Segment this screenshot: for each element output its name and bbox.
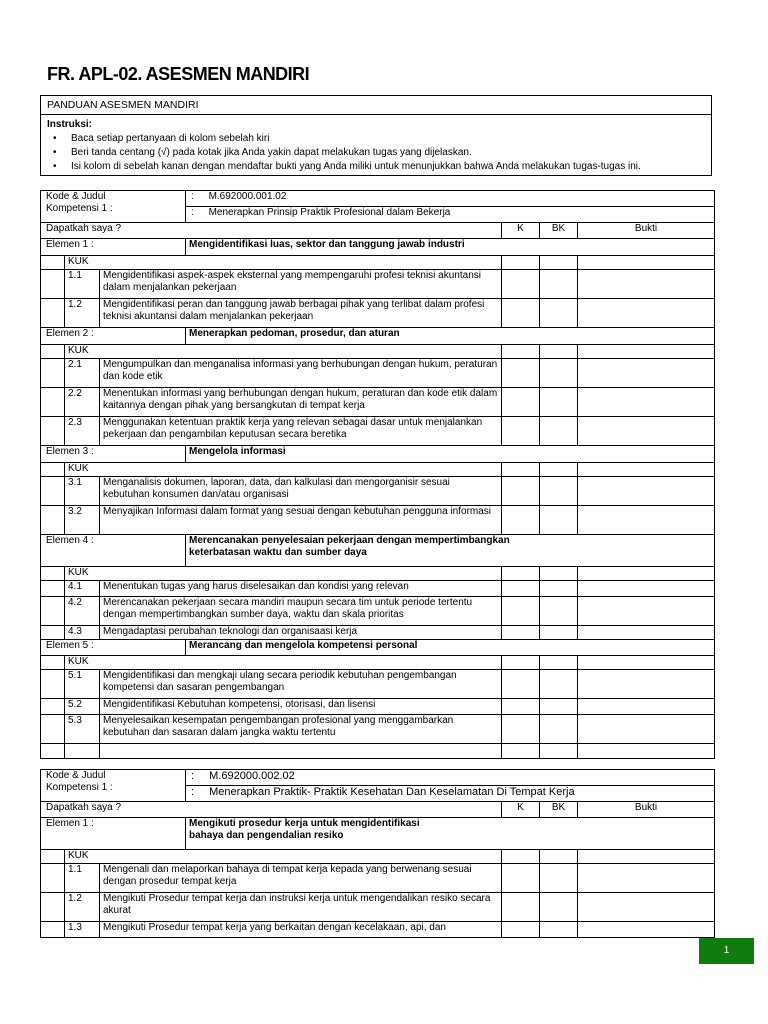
kuk-text: Menggunakan ketentuan praktik kerja yang relevan sebagai dasar untuk menjalankan pekerjaan dan pengambilan keputusan secara beretika	[100, 417, 502, 446]
bk-checkbox[interactable]	[540, 567, 578, 581]
element-label: Elemen 1 :	[41, 239, 186, 256]
kuk-row	[41, 417, 715, 446]
element-label: Elemen 3 :	[41, 446, 186, 463]
k-checkbox[interactable]	[502, 388, 540, 417]
element-title: Mengelola informasi	[186, 446, 715, 463]
bukti-field[interactable]	[578, 893, 715, 922]
colon: :	[191, 770, 195, 782]
empty-cell	[41, 656, 65, 670]
kompetensi-label: Kompetensi 1 :	[46, 203, 113, 214]
empty-cell	[41, 345, 65, 359]
instruction-item: • Baca setiap pertanyaan di kolom sebelah kiri	[71, 132, 705, 146]
k-checkbox[interactable]	[502, 270, 540, 299]
bk-header: BK	[540, 802, 578, 818]
kuk-text: Menyelesaikan kesempatan pengembangan profesional yang menggambarkan kebutuhan dan sasaran dalam jangka waktu tertentu	[100, 715, 502, 744]
element-title: Merancang dan mengelola kompetensi personal	[186, 640, 715, 656]
guide-header: PANDUAN ASESMEN MANDIRI	[41, 96, 711, 115]
k-checkbox[interactable]	[502, 864, 540, 893]
k-checkbox[interactable]	[502, 299, 540, 328]
bukti-field[interactable]	[578, 270, 715, 299]
kuk-row	[41, 299, 715, 328]
unit-name: Menerapkan Praktik- Praktik Kesehatan Dan Keselamatan Di Tempat Kerja	[209, 786, 575, 798]
dapatkah-header: Dapatkah saya ?	[41, 802, 502, 818]
kuk-text: Mengadaptasi perubahan teknologi dan organisaasi kerja	[100, 626, 502, 640]
bk-checkbox[interactable]	[540, 850, 578, 864]
kuk-text: Menyajikan Informasi dalam format yang sesuai dengan kebutuhan pengguna informasi	[100, 506, 502, 535]
kuk-label: KUK	[65, 463, 502, 477]
element-title: Menerapkan pedoman, prosedur, dan aturan	[186, 328, 715, 345]
bukti-field[interactable]	[578, 670, 715, 699]
kuk-row	[41, 715, 715, 744]
bukti-field[interactable]	[578, 699, 715, 715]
unit-name-cell	[186, 786, 715, 802]
unit-code-cell	[186, 770, 715, 786]
kuk-num: 2.1	[65, 359, 100, 388]
kuk-num: 1.1	[65, 864, 100, 893]
k-checkbox[interactable]	[502, 477, 540, 506]
empty-row	[41, 744, 715, 759]
colon: :	[191, 207, 194, 218]
bukti-field[interactable]	[578, 359, 715, 388]
bk-checkbox[interactable]	[540, 864, 578, 893]
unit-code: M.692000.002.02	[209, 770, 295, 782]
page-title: FR. APL-02. ASESMEN MANDIRI	[47, 64, 310, 84]
kuk-text: Mengidentifikasi aspek-aspek eksternal yang mempengaruhi profesi teknisi akuntansi dalam menjalankan pekerjaan	[100, 270, 502, 299]
bukti-field[interactable]	[578, 506, 715, 535]
bukti-header: Bukti	[578, 802, 715, 818]
kuk-text: Menganalisis dokumen, laporan, data, dan kalkulasi dan mengorganisir sesuai kebutuhan konsumen dan/atau organisasi	[100, 477, 502, 506]
kuk-num: 3.2	[65, 506, 100, 535]
k-header: K	[502, 223, 540, 239]
bk-checkbox[interactable]	[540, 359, 578, 388]
k-header: K	[502, 802, 540, 818]
kuk-text: Mengikuti Prosedur tempat kerja yang berkaitan dengan kecelakaan, api, dan	[100, 922, 502, 938]
bukti-field[interactable]	[578, 744, 715, 759]
bukti-field[interactable]	[578, 656, 715, 670]
competency-table-1	[40, 190, 715, 759]
bk-checkbox[interactable]	[540, 270, 578, 299]
bk-checkbox[interactable]	[540, 626, 578, 640]
kuk-num: 1.1	[65, 270, 100, 299]
kode-judul-label: Kode & Judul	[46, 770, 106, 781]
bk-checkbox[interactable]	[540, 477, 578, 506]
kuk-num: 4.3	[65, 626, 100, 640]
kuk-label: KUK	[65, 256, 502, 270]
kuk-row	[41, 581, 715, 597]
bukti-field[interactable]	[578, 477, 715, 506]
instruction-item: • Beri tanda centang (√) pada kotak jika Anda yakin dapat melakukan tugas yang dijelaskan.	[71, 146, 705, 160]
instruction-list	[47, 132, 705, 174]
bukti-field[interactable]	[578, 567, 715, 581]
kuk-row	[41, 270, 715, 299]
kompetensi-label: Kompetensi 1 :	[46, 782, 113, 793]
bk-checkbox[interactable]	[540, 256, 578, 270]
k-checkbox[interactable]	[502, 699, 540, 715]
bk-checkbox[interactable]	[540, 656, 578, 670]
k-checkbox[interactable]	[502, 417, 540, 446]
bk-checkbox[interactable]	[540, 299, 578, 328]
bukti-field[interactable]	[578, 345, 715, 359]
kuk-num: 2.3	[65, 417, 100, 446]
bukti-field[interactable]	[578, 417, 715, 446]
k-checkbox[interactable]	[502, 463, 540, 477]
bukti-field[interactable]	[578, 922, 715, 938]
instruction-item: • Isi kolom di sebelah kanan dengan mendaftar bukti yang Anda miliki untuk menunjukkan bahwa Anda melakukan tugas-tugas ini.	[71, 160, 705, 174]
bukti-field[interactable]	[578, 581, 715, 597]
kuk-num: 5.2	[65, 699, 100, 715]
k-checkbox[interactable]	[502, 850, 540, 864]
k-checkbox[interactable]	[502, 656, 540, 670]
bukti-field[interactable]	[578, 597, 715, 626]
bk-checkbox[interactable]	[540, 506, 578, 535]
kuk-text: Mengumpulkan dan menganalisa informasi yang berhubungan dengan hukum, peraturan dan kode etik	[100, 359, 502, 388]
kuk-text: Mengidentifikasi peran dan tanggung jawab berbagai pihak yang terlibat dalam profesi teknisi akuntansi dalam menjalankan pekerjaan	[100, 299, 502, 328]
k-checkbox[interactable]	[502, 506, 540, 535]
bk-checkbox[interactable]	[540, 417, 578, 446]
k-checkbox[interactable]	[502, 581, 540, 597]
kuk-label: KUK	[65, 850, 502, 864]
bukti-field[interactable]	[578, 299, 715, 328]
dapatkah-header: Dapatkah saya ?	[41, 223, 502, 239]
kuk-row	[41, 477, 715, 506]
kuk-text: Mengidentifikasi Kebutuhan kompetensi, otorisasi, dan lisensi	[100, 699, 502, 715]
kuk-num: 4.2	[65, 597, 100, 626]
kuk-num: 2.2	[65, 388, 100, 417]
bukti-field[interactable]	[578, 850, 715, 864]
kode-judul-cell	[41, 191, 186, 223]
k-checkbox[interactable]	[502, 715, 540, 744]
empty-cell	[41, 850, 65, 864]
bukti-field[interactable]	[578, 463, 715, 477]
unit-name-cell	[186, 207, 715, 223]
kuk-label: KUK	[65, 656, 502, 670]
kuk-num: 1.2	[65, 299, 100, 328]
k-checkbox[interactable]	[502, 626, 540, 640]
bk-checkbox[interactable]	[540, 388, 578, 417]
kuk-num: 1.2	[65, 893, 100, 922]
kuk-text: Menentukan informasi yang berhubungan dengan hukum, peraturan dan kode etik dalam kaitannya dengan pihak yang bersangkutan di tempat kerja	[100, 388, 502, 417]
element-title: Mengikuti prosedur kerja untuk mengidentifikasi bahaya dan pengendalian resiko	[186, 818, 715, 850]
bk-checkbox[interactable]	[540, 597, 578, 626]
kuk-num: 5.1	[65, 670, 100, 699]
empty-cell	[41, 463, 65, 477]
page-number-badge: 1	[699, 938, 754, 964]
bukti-field[interactable]	[578, 256, 715, 270]
bk-checkbox[interactable]	[540, 699, 578, 715]
kuk-label: KUK	[65, 567, 502, 581]
bukti-field[interactable]	[578, 864, 715, 893]
bk-checkbox[interactable]	[540, 463, 578, 477]
bukti-field[interactable]	[578, 715, 715, 744]
kuk-label: KUK	[65, 345, 502, 359]
kuk-row	[41, 506, 715, 535]
kuk-num: 3.1	[65, 477, 100, 506]
k-checkbox[interactable]	[502, 359, 540, 388]
k-checkbox[interactable]	[502, 670, 540, 699]
guide-body	[41, 115, 711, 177]
element-label: Elemen 4 :	[41, 535, 186, 567]
bukti-field[interactable]	[578, 388, 715, 417]
bk-header: BK	[540, 223, 578, 239]
kuk-row	[41, 388, 715, 417]
kuk-row	[41, 893, 715, 922]
k-checkbox[interactable]	[502, 567, 540, 581]
kuk-row	[41, 359, 715, 388]
unit-code: M.692000.001.02	[208, 191, 287, 202]
unit-code-cell	[186, 191, 715, 207]
kuk-row	[41, 922, 715, 938]
bk-checkbox[interactable]	[540, 715, 578, 744]
kuk-row	[41, 597, 715, 626]
kuk-row	[41, 699, 715, 715]
bk-checkbox[interactable]	[540, 922, 578, 938]
kuk-text: Menentukan tugas yang harus diselesaikan dan kondisi yang relevan	[100, 581, 502, 597]
element-label: Elemen 5 :	[41, 640, 186, 656]
k-checkbox[interactable]	[502, 256, 540, 270]
element-label: Elemen 2 :	[41, 328, 186, 345]
kuk-text: Mengidentifikasi dan mengkaji ulang secara periodik kebutuhan pengembangan kompetensi dan sasaran pengembangan	[100, 670, 502, 699]
kuk-text: Mengenali dan melaporkan bahaya di tempat kerja kepada yang berwenang sesuai dengan prosedur tempat kerja	[100, 864, 502, 893]
bk-checkbox[interactable]	[540, 893, 578, 922]
empty-cell	[41, 256, 65, 270]
k-checkbox[interactable]	[502, 345, 540, 359]
element-title: Mengidentifikasi luas, sektor dan tanggung jawab industri	[186, 239, 715, 256]
bk-checkbox[interactable]	[540, 744, 578, 759]
kuk-text: Mengikuti Prosedur tempat kerja dan instruksi kerja untuk mengendalikan resiko secara akurat	[100, 893, 502, 922]
guide-box	[40, 95, 712, 176]
bk-checkbox[interactable]	[540, 581, 578, 597]
bk-checkbox[interactable]	[540, 670, 578, 699]
kuk-num: 4.1	[65, 581, 100, 597]
bukti-header: Bukti	[578, 223, 715, 239]
k-checkbox[interactable]	[502, 893, 540, 922]
empty-cell	[41, 567, 65, 581]
competency-table-2	[40, 769, 715, 938]
kuk-row	[41, 864, 715, 893]
kuk-num: 5.3	[65, 715, 100, 744]
kode-judul-cell	[41, 770, 186, 802]
kode-judul-label: Kode & Judul	[46, 191, 106, 202]
unit-name: Menerapkan Prinsip Praktik Profesional dalam Bekerja	[208, 207, 451, 218]
kuk-row	[41, 670, 715, 699]
k-checkbox[interactable]	[502, 744, 540, 759]
bukti-field[interactable]	[578, 626, 715, 640]
element-label: Elemen 1 :	[41, 818, 186, 850]
kuk-text: Merencanakan pekerjaan secara mandiri maupun secara tim untuk periode tertentu dengan mempertimbangkan sumber daya, waktu dan skala prioritas	[100, 597, 502, 626]
kuk-num: 1.3	[65, 922, 100, 938]
k-checkbox[interactable]	[502, 597, 540, 626]
bk-checkbox[interactable]	[540, 345, 578, 359]
instructions-label: Instruksi:	[47, 119, 93, 130]
element-title: Merencanakan penyelesaian pekerjaan dengan mempertimbangkan keterbatasan waktu dan sumber daya	[186, 535, 715, 567]
colon: :	[191, 786, 195, 798]
kuk-row	[41, 626, 715, 640]
colon: :	[191, 191, 194, 202]
k-checkbox[interactable]	[502, 922, 540, 938]
